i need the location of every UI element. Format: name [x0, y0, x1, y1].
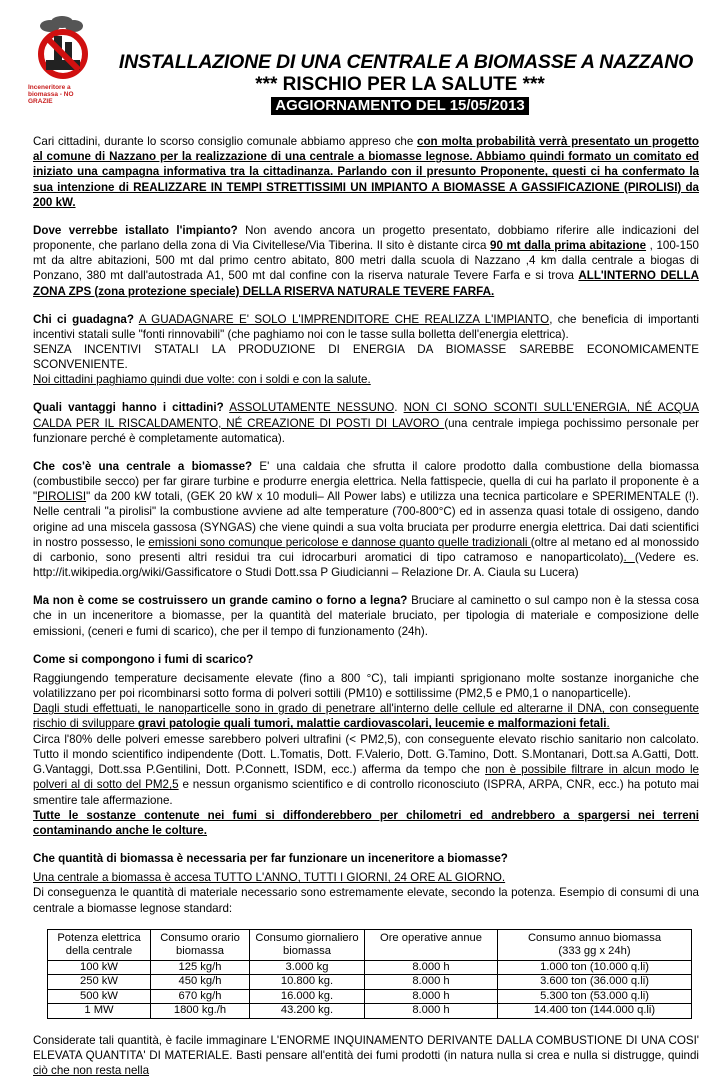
quali-text: (una centrale impiega pochissimo personale per funzionare perché è completamente automatica). [33, 416, 699, 445]
document-title: INSTALLAZIONE DI UNA CENTRALE A BIOMASSE A NAZZANO [118, 51, 694, 73]
table-row [48, 1004, 692, 1019]
chi-text: , che beneficia di importanti incentivi statali sulle "fonti rinnovabili" (che paghiamo noi con le tasse sulla bolletta dell'energia elettrica). [33, 312, 699, 341]
logo-caption-line2: biomassa - NO GRAZIE [28, 91, 74, 105]
fumi-text-1: Raggiungendo temperature decisamente elevate (fino a 800 °C), tali impianti sprigionano molte sostanze inorganiche che volatilizzano per poi ricombinarsi sotto forma di polveri sottili (PM10) e sottilissime (PM2,5 e PM0,1 o nanoparticelle). [33, 671, 699, 701]
table-cell: 43.200 kg. [250, 1004, 365, 1019]
update-banner: AGGIORNAMENTO DEL 15/05/2013 [271, 97, 529, 115]
quali-question: Quali vantaggi hanno i cittadini? [33, 401, 224, 415]
table-header-row [48, 929, 692, 960]
closing-underlined: ciò che non resta nella [33, 1064, 150, 1078]
table-cell: 14.400 ton (144.000 q.li) [498, 1004, 692, 1019]
table-cell: 10.800 kg. [250, 975, 365, 990]
fumi-period: . [606, 717, 610, 731]
logo-caption-line1: Inceneritore a [28, 84, 71, 91]
document-header [100, 50, 700, 115]
table-header-cell [498, 929, 692, 960]
biomass-consumption-table [47, 929, 692, 1019]
dove-question: Dove verrebbe istallato l'impianto? [33, 223, 238, 237]
no-incinerator-logo [28, 14, 98, 106]
table-cell: 16.000 kg. [250, 989, 365, 1004]
table-cell: 250 kW [48, 975, 151, 990]
section-cose [33, 459, 699, 581]
intro-text: Cari cittadini, durante lo scorso consiglio comunale abbiamo appreso che [33, 135, 418, 148]
fumi-text-3: e nessun organismo scientifico e di controllo riconosciuto (ISPRA, ARPA, CNR, ecc.) ha potuto mai smentire tale affermazione. [33, 778, 700, 807]
header-line: Consumo giornaliero [255, 931, 359, 944]
dove-text-2: , 100-150 mt da altre abitazioni, 500 mt dal primo centro abitato, 800 metri dalla scuola di Nazzano ,4 km dalla centrale a biogas di Ponzano, 380 mt dall'autostrada A1, 500 mt dal confine con la riserva naturale Tevere Farfa e si trova [33, 239, 699, 283]
fumi-conclusion: Tutte le sostanze contenute nei fumi si diffonderebbero per chilometri ed andrebbero a spargersi nei terreni contaminando anche le colture. [33, 808, 699, 837]
table-header-cell [151, 929, 250, 960]
header-line: biomassa [176, 945, 224, 958]
table-cell: 3.000 kg [250, 960, 365, 975]
table-cell: 3.600 ton (36.000 q.li) [498, 975, 692, 990]
chi-incentives: SENZA INCENTIVI STATALI LA PRODUZIONE DI ENERGIA DA BIOMASSE SAREBBE ECONOMICAMENTE SCONVENIENTE. [33, 343, 699, 372]
cose-pirolisi: PIROLISI [37, 490, 87, 504]
table-row [48, 960, 692, 975]
table-cell: 125 kg/h [151, 960, 250, 975]
section-chi [33, 312, 699, 388]
header-line: Potenza elettrica [57, 931, 141, 944]
section-mano [33, 593, 699, 639]
table-header-cell [48, 929, 151, 960]
table-row [48, 989, 692, 1004]
mano-text: Bruciare al caminetto o sul campo non è la stessa cosa che in un inceneritore a biomasse, per la quantità del materiale bruciato, per tipologia di materiale e composizione delle emissioni, (ceneri e fumi di scarico), che per il tempo di funzionamento (24h). [33, 594, 699, 638]
fumi-heading-paragraph [33, 652, 699, 667]
dove-text-1: Non avendo ancora un progetto presentato, dobbiamo riferire alle indicazioni del proponente, che parlano della zona di Via Civitellese/Via Tiberina. Il sito è distante circa [33, 223, 699, 253]
closing-text: Considerate tali quantità, è facile immaginare L'ENORME INQUINAMENTO DERIVANTE DALLA COMBUSTIONE DI UNA COSI' ELEVATA QUANTITA' DI MATERIALE. Basti pensare all'entità dei fumi prodotti (in natura nulla si crea e nulla si distrugge, quindi [33, 1033, 699, 1062]
cose-text-3: (oltre al metano ed al monossido di carbonio, sono presenti altri residui tra cui idrocarburi aromatici di tipo catramoso e nanoparticolato) [33, 535, 700, 565]
quali-answer: ASSOLUTAMENTE NESSUNO [229, 401, 395, 415]
table-cell: 450 kg/h [151, 975, 250, 990]
chi-conclusion: Noi cittadini paghiamo quindi due volte: con i soldi e con la salute. [33, 373, 371, 387]
cose-text-1: E' una caldaia che sfrutta il calore prodotto dalla combustione della biomassa (combustibile secco) per far girare turbine e produrre energia elettrica. Nella fattispecie, quella di cui ha parlato il proponente è a " [33, 459, 699, 504]
document-body [33, 134, 699, 1091]
cose-references: (Vedere es. http://it.wikipedia.org/wiki/Gassificatore o Studi Dott.ssa P Giudicianni – Relazione Dr. A. Ciaula su Lucera) [33, 551, 699, 580]
cose-period: . [623, 551, 635, 565]
intro-paragraph [33, 134, 699, 210]
table-cell: 8.000 h [365, 975, 498, 990]
table-cell: 1800 kg./h [151, 1004, 250, 1019]
dove-zps-highlight: ALL'INTERNO DELLA ZONA ZPS (zona protezione speciale) DELLA RISERVA NATURALE TEVERE FARFA. [33, 269, 699, 298]
fumi-filter-highlight: non è possibile filtrare in alcun modo le polveri al di sotto del PM2,5 [33, 763, 699, 792]
header-line: Consumo annuo biomassa [527, 931, 662, 944]
table-header-cell [250, 929, 365, 960]
cose-emissions-highlight: emissioni sono comunque pericolose e dannose quanto quelle tradizionali [148, 535, 531, 549]
table-cell: 8.000 h [365, 960, 498, 975]
header-line: (333 gg x 24h) [558, 945, 631, 958]
table-cell: 500 kW [48, 989, 151, 1004]
table-cell: 670 kg/h [151, 989, 250, 1004]
quali-no-benefits: NON CI SONO SCONTI SULL'ENERGIA, NÉ ACQUA CALDA PER IL RISCALDAMENTO, NÉ CREAZIONE DI POSTI DI LAVORO [33, 401, 699, 430]
section-quali [33, 400, 699, 446]
closing-paragraph [33, 1033, 699, 1079]
dove-distance-highlight: 90 mt dalla prima abitazione [490, 239, 647, 253]
no-incinerator-icon [28, 14, 98, 84]
header-line: biomassa [283, 945, 331, 958]
table-cell: 8.000 h [365, 989, 498, 1004]
quantita-heading-paragraph [33, 851, 699, 866]
intro-highlight: con molta probabilità verrà presentato un progetto al comune di Nazzano per la realizzazione di una centrale a biomasse legnose. Abbiamo quindi formato un comitato ed iniziato una campagna informativa tra la cittadinanza. Parlando con il presunto Proponente, questi ci ha confermato la sua intenzione di REALIZZARE IN TEMPI STRETTISSIMI UN IMPIANTO A BIOMASSE A GASSIFICAZIONE (PIROLISI) da 200 kW. [33, 135, 699, 209]
quantita-text: Di conseguenza le quantità di materiale necessario sono estremamente elevate, secondo la potenza. Esempio di consumi di una centrale a biomasse legnose standard: [33, 886, 699, 915]
header-line: Consumo orario [160, 931, 240, 944]
header-line: della centrale [65, 945, 133, 958]
logo-caption [28, 84, 98, 105]
table-cell: 100 kW [48, 960, 151, 975]
fumi-question: Come si compongono i fumi di scarico? [33, 652, 254, 666]
quali-separator: . [394, 401, 404, 415]
quantita-question: Che quantità di biomassa è necessaria per far funzionare un inceneritore a biomasse? [33, 851, 508, 865]
cose-text-2: " da 200 kW totali, (GEK 20 kW x 10 moduli– All Power labs) e utilizza una tecnica particolare e SPERIMENTALE (!). Nelle centrali "a pirolisi" la combustione avviene ad alte temperature (700-800°C) ed in assenza quasi totale di ossigeno, dando origine ad una miscela gassosa (SYNGAS) che viene quindi a sua volta bruciata per produrre energia elettrica. Dai dati scientifici in nostro possesso, le [33, 490, 699, 549]
table-header-cell [365, 929, 498, 960]
fumi-text-2: Circa l'80% delle polveri emesse sarebbero polveri ultrafini (< PM2,5), con conseguente elevato rischio sanitario non calcolato. Tutto il mondo scientifico indipendente (Dott. L.Tomatis, Dott. F.Valerio, Dott. G.Tamino, Dott. S.Montanari, Dott.sa A.Gatti, Dott. G.Vantaggi, Dott.ssa P.Gentilini, Dott. P.Connett, ISDM, ecc.) afferma da tempo che [33, 732, 699, 777]
fumi-diseases-highlight: gravi patologie quali tumori, malattie cardiovascolari, leucemie e malformazioni fetali [138, 717, 607, 731]
section-fumi [33, 671, 699, 838]
document-subtitle: *** RISCHIO PER LA SALUTE *** [255, 74, 545, 95]
table-cell: 5.300 ton (53.000 q.li) [498, 989, 692, 1004]
cose-question: Che cos'è una centrale a biomasse? [33, 459, 253, 473]
header-line: Ore operative annue [380, 931, 482, 944]
quantita-always-on: Una centrale a biomassa è accesa TUTTO L'ANNO, TUTTI I GIORNI, 24 ORE AL GIORNO. [33, 871, 506, 885]
table-row [48, 975, 692, 990]
section-quantita [33, 870, 699, 916]
table-cell: 8.000 h [365, 1004, 498, 1019]
table-cell: 1.000 ton (10.000 q.li) [498, 960, 692, 975]
mano-question: Ma non è come se costruissero un grande camino o forno a legna? [33, 594, 408, 608]
chi-answer: A GUADAGNARE E' SOLO L'IMPRENDITORE CHE REALIZZA L'IMPIANTO [138, 312, 550, 326]
fumi-studies: Dagli studi effettuati, le nanoparticelle sono in grado di penetrare all'interno delle cellule ed alterarne il DNA, con conseguente rischio di sviluppare [33, 702, 699, 731]
chi-question: Chi ci guadagna? [33, 312, 134, 326]
section-dove [33, 223, 699, 299]
table-cell: 1 MW [48, 1004, 151, 1019]
